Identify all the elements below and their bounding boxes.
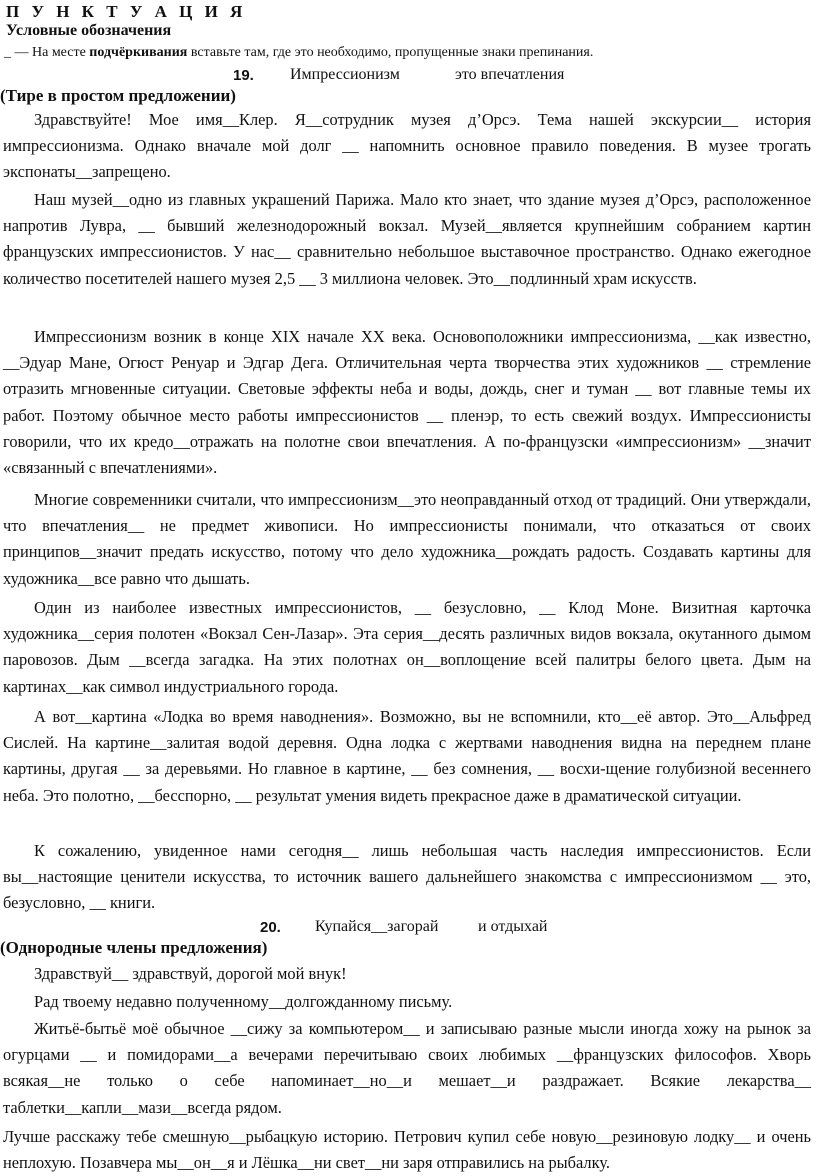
task-20-number: 20. — [260, 919, 281, 936]
task-19-number: 19. — [233, 67, 254, 84]
legend-prefix: _ — На месте — [4, 45, 90, 60]
paragraph-19-5: Один из наиболее известных импрессионистов, __ безусловно, __ Клод Моне. Визитная карточка художника__серия полотен «Вокзал Сен-Лазар». Эта серия__десять различных видов вокзала, окутанного дымом паровозов. Дым __всегда загадка. На этих полотнах он__воплощение всей палитры белого цвета. Дым на картинах__как символ индустриального города. — [3, 598, 811, 696]
task-20-word-1: Купайся__загорай — [315, 918, 439, 935]
document-subtitle: Условные обозначения — [6, 22, 172, 39]
legend-suffix: вставьте там, где это необходимо, пропущенные знаки препинания. — [187, 45, 594, 60]
task-19-word-1: Импрессионизм — [290, 66, 400, 83]
paragraph-20-2: Лучше расскажу тебе смешную__рыбацкую историю. Петрович купил себе новую__резиновую лодку__ и очень неплохую. Позавчера мы__он__я и Лёшка__ни свет__ни заря отправились на рыбалку. — [3, 1127, 811, 1173]
legend-bold-word: подчёркивания — [89, 45, 188, 60]
letter-line-1: Здравствуй__ здравствуй, дорогой мой внук! — [34, 964, 347, 983]
paragraph-19-6: А вот__картина «Лодка во время наводнения». Возможно, вы не вспомнили, кто__её автор. Это__Альфред Сислей. На картине__залитая водой деревня. Одна лодка с жертвами наводнения видна на переднем плане картины, другая __ за деревьями. Но главное в картине, __ без сомнения, __ восхи-щение голубизной весеннего неба. Это полотно, __бесспорно, __ результат умения видеть прекрасное даже в драматической ситуации. — [3, 707, 811, 805]
section-heading-homogeneous: (Однородные члены предложения) — [0, 938, 268, 957]
section-heading-dash: (Тире в простом предложении) — [0, 86, 236, 105]
document-title: П У Н К Т У А Ц И Я — [6, 2, 247, 21]
letter-line-2: Рад твоему недавно полученному__долгожданному письму. — [34, 992, 453, 1011]
paragraph-19-2: Наш музей__одно из главных украшений Парижа. Мало кто знает, что здание музея д’Орсэ, расположенное напротив Лувра, __ бывший железнодорожный вокзал. Музей__является крупнейшим собранием картин французских импрессионистов. У нас__ сравнительно небольшое выставочное пространство. Однако ежегодное количество посетителей нашего музея 2,5 __ 3 миллиона человек. Это__подлинный храм искусств. — [3, 190, 811, 288]
paragraph-19-7: К сожалению, увиденное нами сегодня__ лишь небольшая часть наследия импрессионистов. Если вы__настоящие ценители искусства, то источник вашего дальнейшего знакомства с импрессионизмом __ это, безусловно, __ книги. — [3, 841, 811, 913]
paragraph-20-1: Житьё-бытьё моё обычное __сижу за компьютером__ и записываю разные мысли иногда хожу на рынок за огурцами __ и помидорами__а вечерами перечитываю своих любимых __французских философов. Хворь всякая__не только о себе напоминает__но__и мешает__и раздражает. Всякие лекарства__ таблетки__капли__мази__всегда рядом. — [3, 1019, 811, 1117]
task-19-word-2: это впечатления — [455, 66, 565, 83]
paragraph-19-1: Здравствуйте! Мое имя__Клер. Я__сотрудник музея д’Орсэ. Тема нашей экскурсии__ история импрессионизма. Однако вначале мой долг __ напомнить основное правило поведения. В музее трогать экспонаты__запрещено. — [3, 110, 811, 182]
paragraph-19-3: Импрессионизм возник в конце XIX начале XX века. Основоположники импрессионизма, __как известно, __Эдуар Мане, Огюст Ренуар и Эдгар Дега. Отличительная черта творчества этих художников __ стремление отразить мгновенные ситуации. Световые эффекты неба и воды, дождь, снег и туман __ вот главные темы их работ. Поэтому обычное место работы импрессионистов __ пленэр, то есть свежий воздух. Импрессионисты говорили, что их кредо__отражать на полотне свои впечатления. А по-французски «импрессионизм» __значит «связанный с впечатлениями». — [3, 327, 811, 478]
task-20-word-2: и отдыхай — [478, 918, 548, 935]
paragraph-19-4: Многие современники считали, что импрессионизм__это неоправданный отход от традиций. Они утверждали, что впечатления__ не предмет живописи. Но импрессионисты понимали, что отказаться от своих принципов__значит предать искусство, потому что дело художника__рождать радость. Создавать картины для художника__все равно что дышать. — [3, 490, 811, 588]
legend-line — [4, 45, 593, 61]
